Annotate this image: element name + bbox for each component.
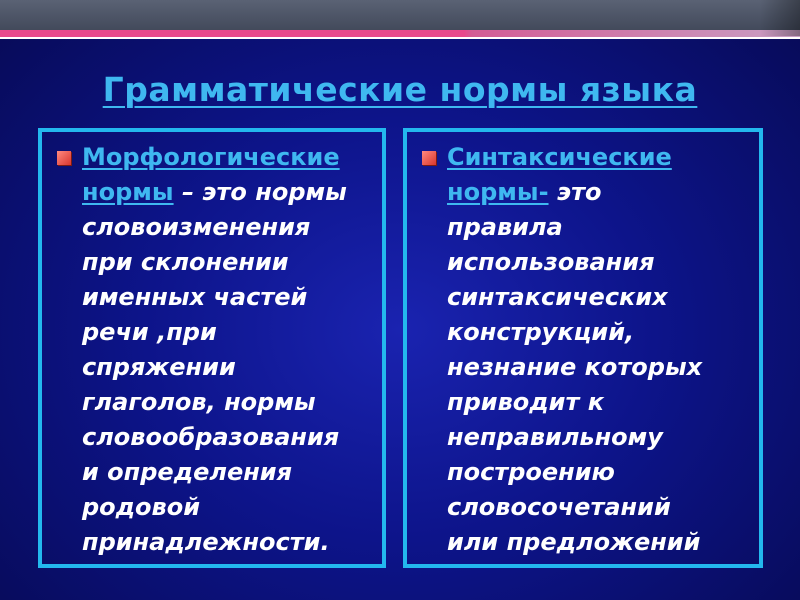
desc-line: словосочетаний [447,493,671,521]
term-line-2: нормы [82,178,174,206]
desc-line: словоизменения [82,213,311,241]
desc-line: использования [447,248,655,276]
syntactic-norms-text [447,140,749,560]
desc-line: принадлежности. [82,528,330,556]
desc-line: правила [447,213,563,241]
desc-line: родовой [82,493,201,521]
desc-line: построению [447,458,615,486]
desc-line: и определения [82,458,293,486]
desc-line: это [556,178,602,206]
desc-line: глаголов, нормы [82,388,316,416]
morphological-norms-text [82,140,372,560]
term-line-1: Синтаксические [447,143,672,171]
term-line-2: нормы- [447,178,549,206]
desc-line: или предложений [447,528,701,556]
desc-line: это нормы [202,178,347,206]
slide-title: Грамматические нормы языка [102,70,698,109]
desc-line: приводит к [447,388,605,416]
syntactic-norms-panel [403,128,763,568]
desc-line: синтаксических [447,283,668,311]
top-decor-line [0,37,800,39]
square-bullet-icon [422,151,436,165]
morphological-norms-panel [38,128,386,568]
desc-line: при склонении [82,248,289,276]
corner-shadow [760,0,800,36]
desc-line: словообразования [82,423,340,451]
square-bullet-icon [57,151,71,165]
term-line-1: Морфологические [82,143,340,171]
desc-line: спряжении [82,353,236,381]
desc-line: именных частей [82,283,308,311]
desc-line: речи ,при [82,318,217,346]
desc-line: незнание которых [447,353,703,381]
desc-line: неправильному [447,423,663,451]
dash: – [181,178,194,206]
desc-line: конструкций, [447,318,635,346]
